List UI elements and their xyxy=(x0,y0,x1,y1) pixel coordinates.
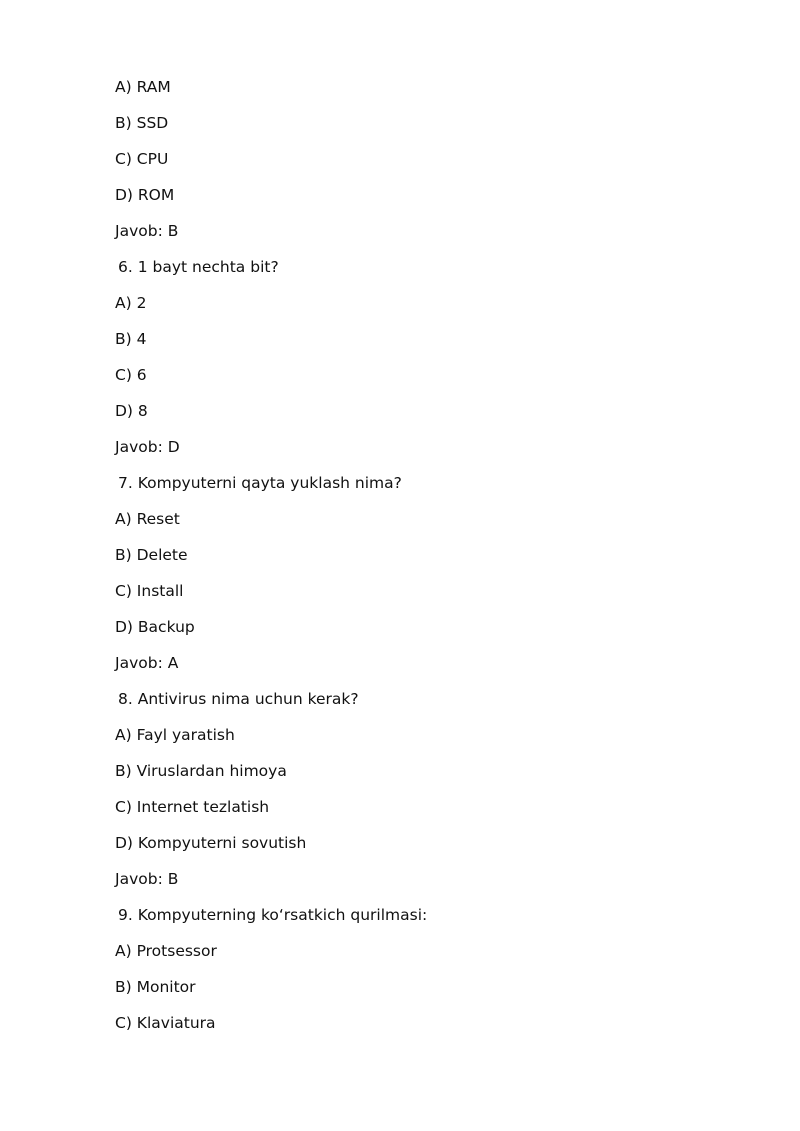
option-c-q7: C) Install xyxy=(115,582,184,600)
option-b-q8: B) Viruslardan himoya xyxy=(115,762,287,780)
option-c-q9: C) Klaviatura xyxy=(115,1014,216,1032)
answer-q6: Javob: D xyxy=(115,438,180,456)
answer-q5: Javob: B xyxy=(115,222,179,240)
option-b-ssd: B) SSD xyxy=(115,114,169,132)
option-b-q6: B) 4 xyxy=(115,330,147,348)
option-b-q7: B) Delete xyxy=(115,546,188,564)
option-b-q9: B) Monitor xyxy=(115,978,196,996)
option-c-cpu: C) CPU xyxy=(115,150,169,168)
question-8: 8. Antivirus nima uchun kerak? xyxy=(118,690,359,708)
option-a-q6: A) 2 xyxy=(115,294,147,312)
answer-q8: Javob: B xyxy=(115,870,179,888)
question-6: 6. 1 bayt nechta bit? xyxy=(118,258,279,276)
option-d-q8: D) Kompyuterni sovutish xyxy=(115,834,307,852)
option-a-q7: A) Reset xyxy=(115,510,180,528)
option-d-rom: D) ROM xyxy=(115,186,175,204)
option-a-q8: A) Fayl yaratish xyxy=(115,726,235,744)
answer-q7: Javob: A xyxy=(115,654,179,672)
document-page xyxy=(115,76,755,1048)
option-c-q6: C) 6 xyxy=(115,366,147,384)
option-d-q7: D) Backup xyxy=(115,618,195,636)
option-c-q8: C) Internet tezlatish xyxy=(115,798,270,816)
question-7: 7. Kompyuterni qayta yuklash nima? xyxy=(118,474,402,492)
option-a-ram: A) RAM xyxy=(115,78,171,96)
question-9: 9. Kompyuterning ko‘rsatkich qurilmasi: xyxy=(118,906,428,924)
option-d-q6: D) 8 xyxy=(115,402,148,420)
option-a-q9: A) Protsessor xyxy=(115,942,217,960)
